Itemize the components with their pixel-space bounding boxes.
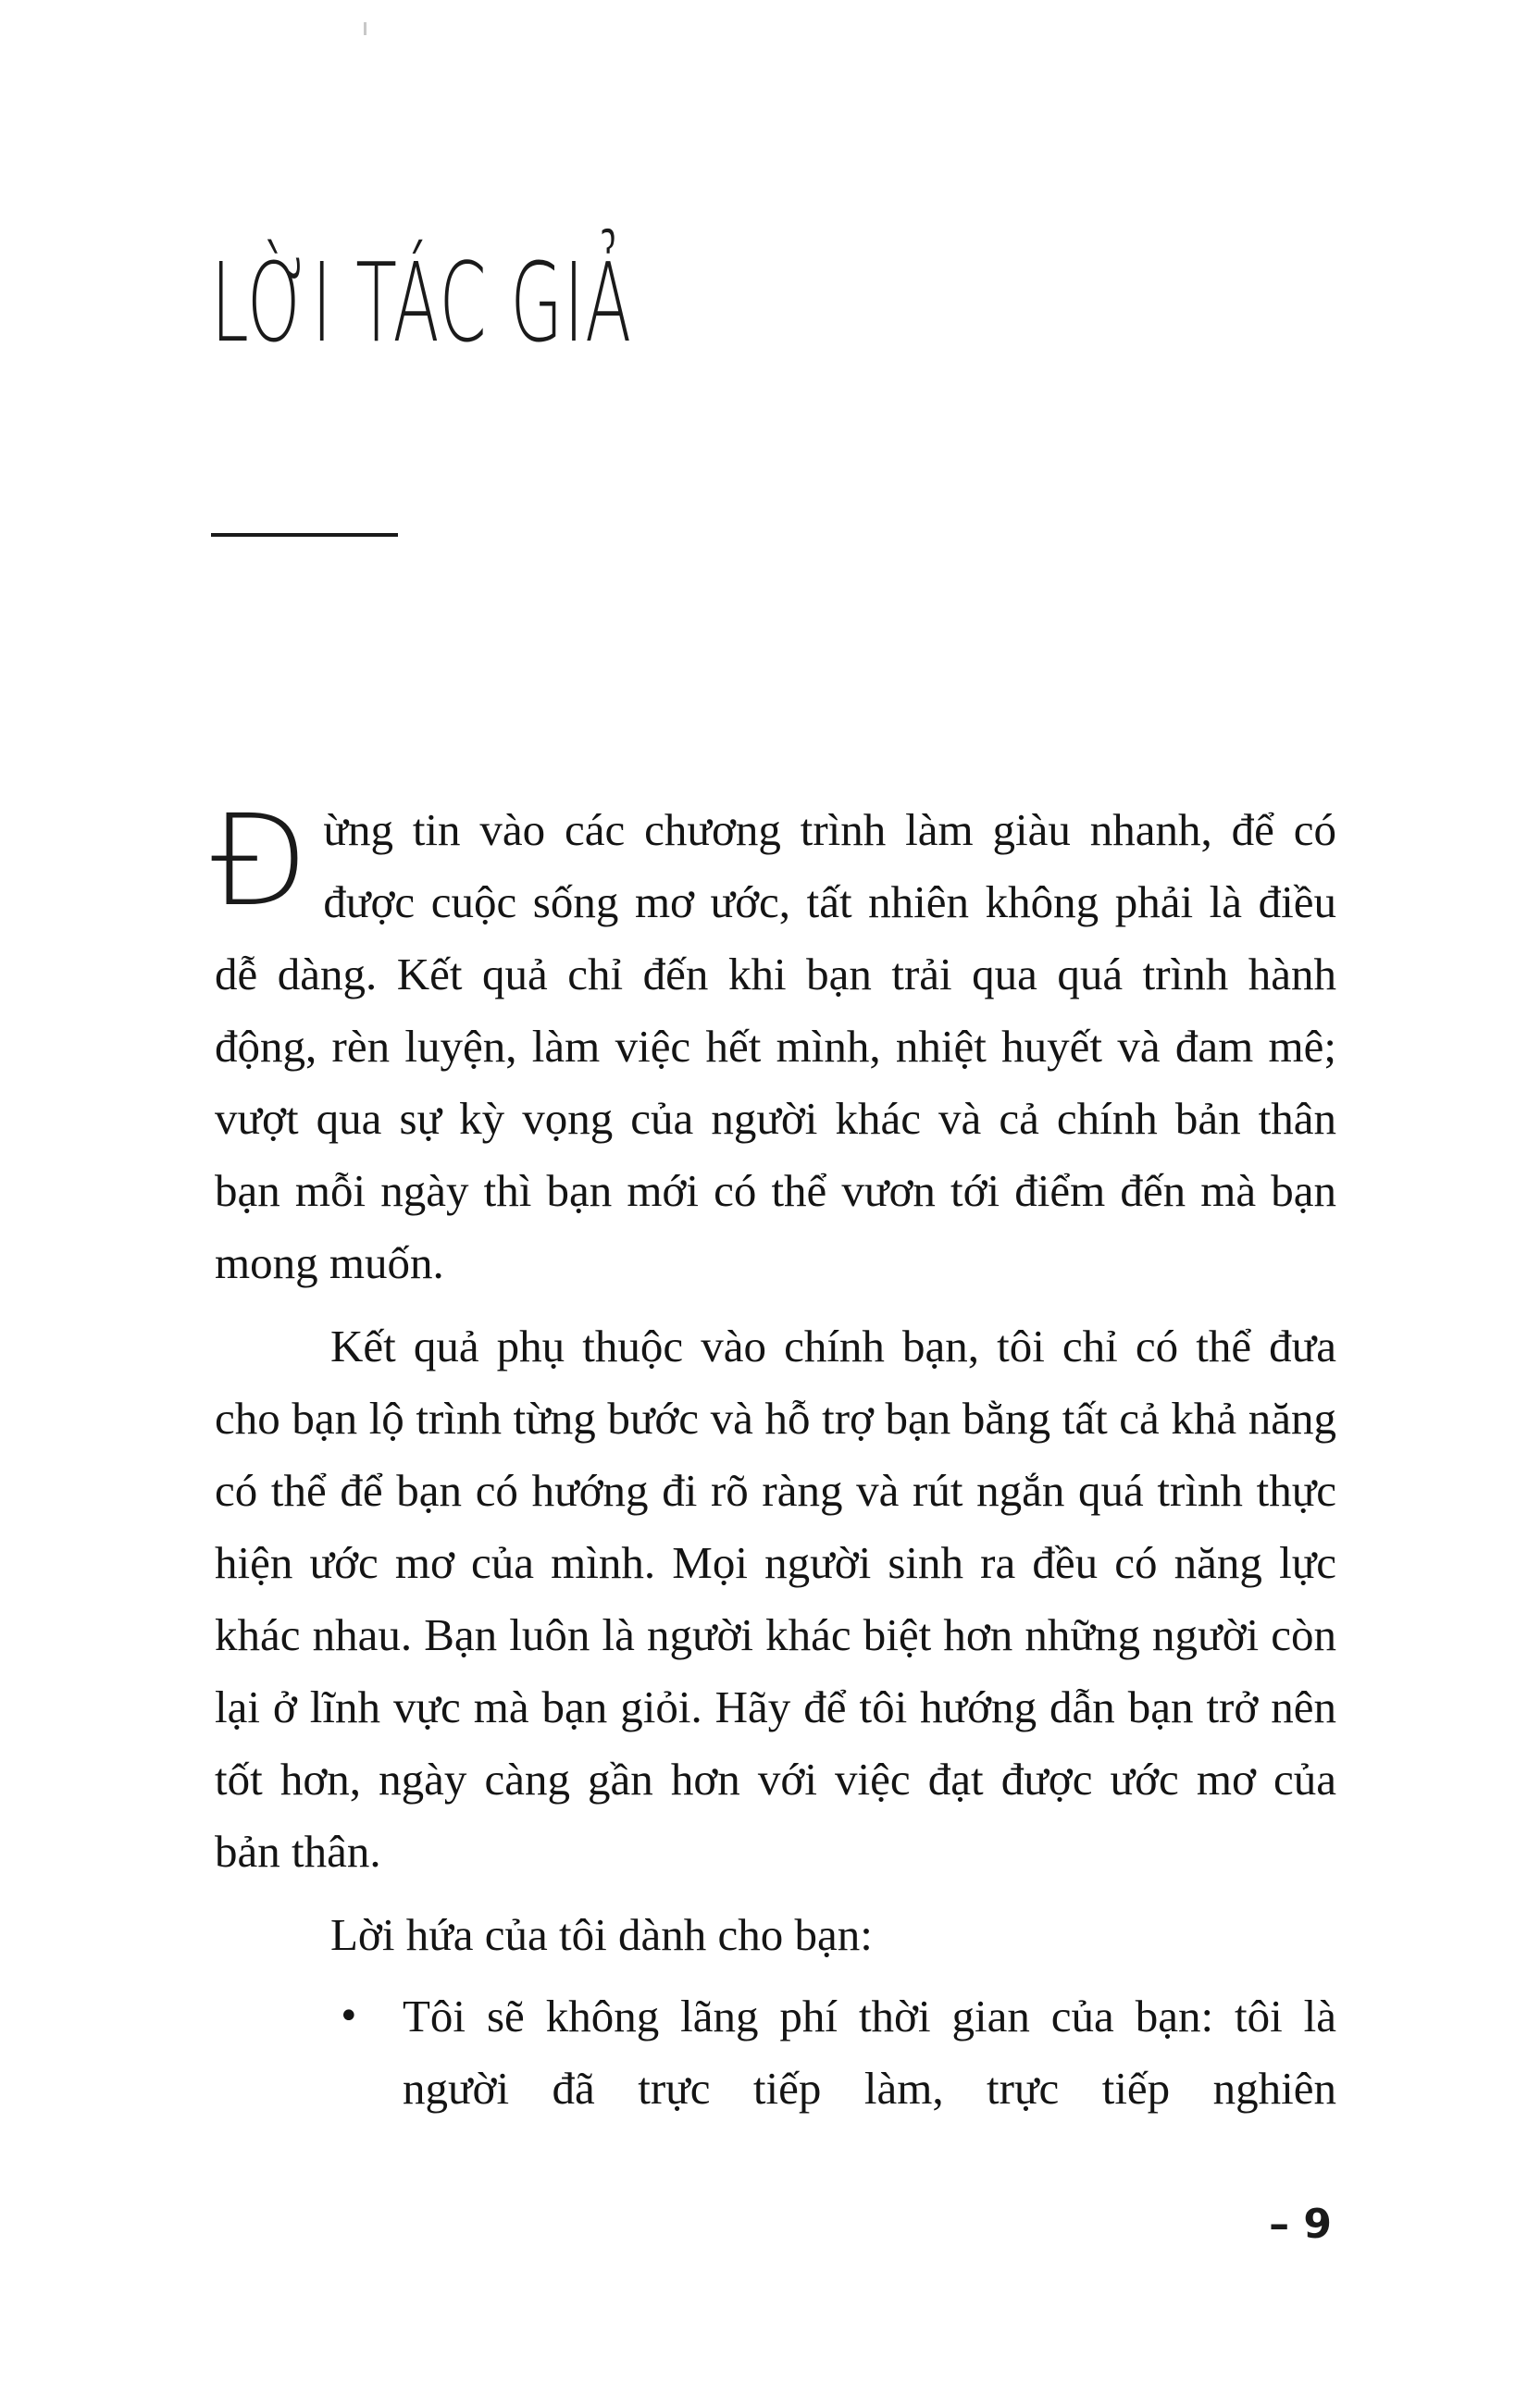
title-underline: [211, 533, 398, 537]
paragraph-1: [211, 788, 1336, 1299]
scan-speck: [364, 22, 366, 35]
promise-intro: Lời hứa của tôi dành cho bạn:: [330, 1909, 873, 1960]
paragraph-2: Kết quả phụ thuộc vào chính bạn, tôi chỉ có thể đưa cho bạn lộ trình từng bước và hỗ trợ bạn bằng tất cả khả năng có thể để bạn có hướng đi rõ ràng và rút ngắn quá trình thực hiện ước mơ của mình. Mọi người sinh ra đều có năng lực khác nhau. Bạn luôn là người khác biệt hơn những người còn lại ở lĩnh vực mà bạn giỏi. Hãy để tôi hướng dẫn bạn trở nên tốt hơn, ngày càng gần hơn với việc đạt được ước mơ của bản thân.: [215, 1321, 1336, 1877]
paragraph-1-text: ừng tin vào các chương trình làm giàu nhanh, để có được cuộc sống mơ ước, tất nhiên không phải là điều dễ dàng. Kết quả chỉ đến khi bạn trải qua quá trình hành động, rèn luyện, làm việc hết mình, nhiệt huyết và đam mê; vượt qua sự kỳ vọng của người khác và cả chính bản thân bạn mỗi ngày thì bạn mới có thể vươn tới điểm đến mà bạn mong muốn.: [215, 804, 1336, 1288]
promise-text: Tôi sẽ không lãng phí thời gian của bạn: tôi là người đã trực tiếp làm, trực tiếp nghiên: [403, 1991, 1336, 2114]
body-text: [211, 788, 1336, 2125]
drop-cap: Đ: [211, 788, 309, 935]
page-title: LỜI TÁC GIẢ: [211, 239, 633, 366]
bullet-icon: •: [338, 1995, 360, 2038]
page-number: – 9: [1269, 2201, 1332, 2248]
promise-list: [215, 1980, 1336, 2125]
list-item: [215, 1980, 1336, 2125]
